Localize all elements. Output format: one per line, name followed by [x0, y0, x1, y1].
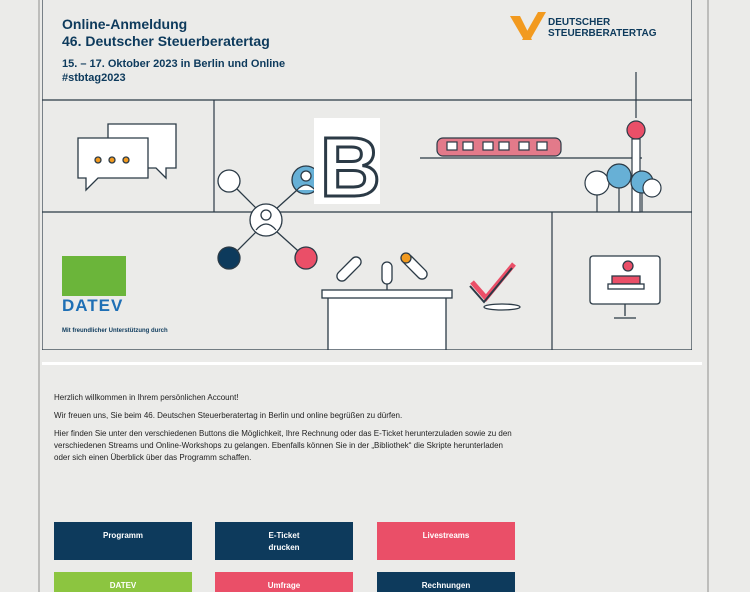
- event-hashtag: #stbtag2023: [62, 72, 126, 84]
- eticket-button-label-1: E-Ticket: [268, 531, 300, 540]
- monitor-speaker-icon: [590, 256, 660, 318]
- livestreams-button-label: Livestreams: [422, 531, 470, 540]
- chat-bubbles-icon: [78, 124, 176, 190]
- frame-right-border: [707, 0, 709, 592]
- welcome-content: [54, 392, 694, 464]
- rechnungen-button[interactable]: [377, 572, 515, 592]
- programm-button-label: Programm: [102, 531, 143, 540]
- datev-button[interactable]: [54, 572, 192, 592]
- checkmark-icon: [470, 264, 520, 310]
- info-text-line-3: oder sich einen Überblick über das Programm schaffen.: [54, 453, 252, 462]
- section-divider: [42, 362, 702, 365]
- datev-logo-mark: [62, 256, 126, 296]
- logo-wordmark: [548, 17, 657, 39]
- event-header: [62, 16, 285, 85]
- datev-logo-word: DATEV: [62, 296, 124, 315]
- logo-word-2: STEUERBERATERTAG: [548, 28, 657, 39]
- datev-logo: [62, 256, 126, 320]
- eticket-button[interactable]: [215, 522, 353, 560]
- greeting-text: Herzlich willkommen in Ihrem persönlichen Account!: [54, 393, 239, 402]
- frame-left-border: [38, 0, 40, 592]
- title-line-2: 46. Deutscher Steuerberatertag: [62, 33, 270, 49]
- big-letter-b: B: [320, 120, 381, 214]
- sponsor-support-text: Mit freundlicher Unterstützung durch: [62, 328, 168, 334]
- microphone-podium-icon: [322, 253, 452, 350]
- programm-button[interactable]: [54, 522, 192, 560]
- info-text-line-1: Hier finden Sie unter den verschiedenen Buttons die Möglichkeit, Ihre Rechnung oder das E-Ticket herunterzuladen sowie zu den: [54, 429, 512, 438]
- steuerberatertag-logo-icon: [508, 10, 550, 44]
- logo-word-1: DEUTSCHER: [548, 17, 611, 28]
- title-line-1: Online-Anmeldung: [62, 16, 188, 32]
- train-icon: [420, 138, 642, 158]
- event-date: 15. – 17. Oktober 2023 in Berlin und Online: [62, 58, 286, 70]
- datev-button-label: DATEV: [109, 581, 137, 590]
- livestreams-button[interactable]: [377, 522, 515, 560]
- trees-icon: [585, 164, 661, 212]
- welcome-text: Wir freuen uns, Sie beim 46. Deutschen Steuerberatertag in Berlin und online begrüßen zu dürfen.: [54, 411, 403, 420]
- rechnungen-button-label: Rechnungen: [421, 581, 471, 590]
- info-text-line-2: verschiedenen Streams und Online-Workshops zu gelangen. Ebenfalls können Sie in der „Bibliothek“ die Skripte herunterladen: [54, 441, 504, 450]
- network-people-icon: [218, 166, 320, 269]
- eticket-button-label-2: drucken: [268, 543, 300, 552]
- umfrage-button-label: Umfrage: [267, 581, 301, 590]
- umfrage-button[interactable]: [215, 572, 353, 592]
